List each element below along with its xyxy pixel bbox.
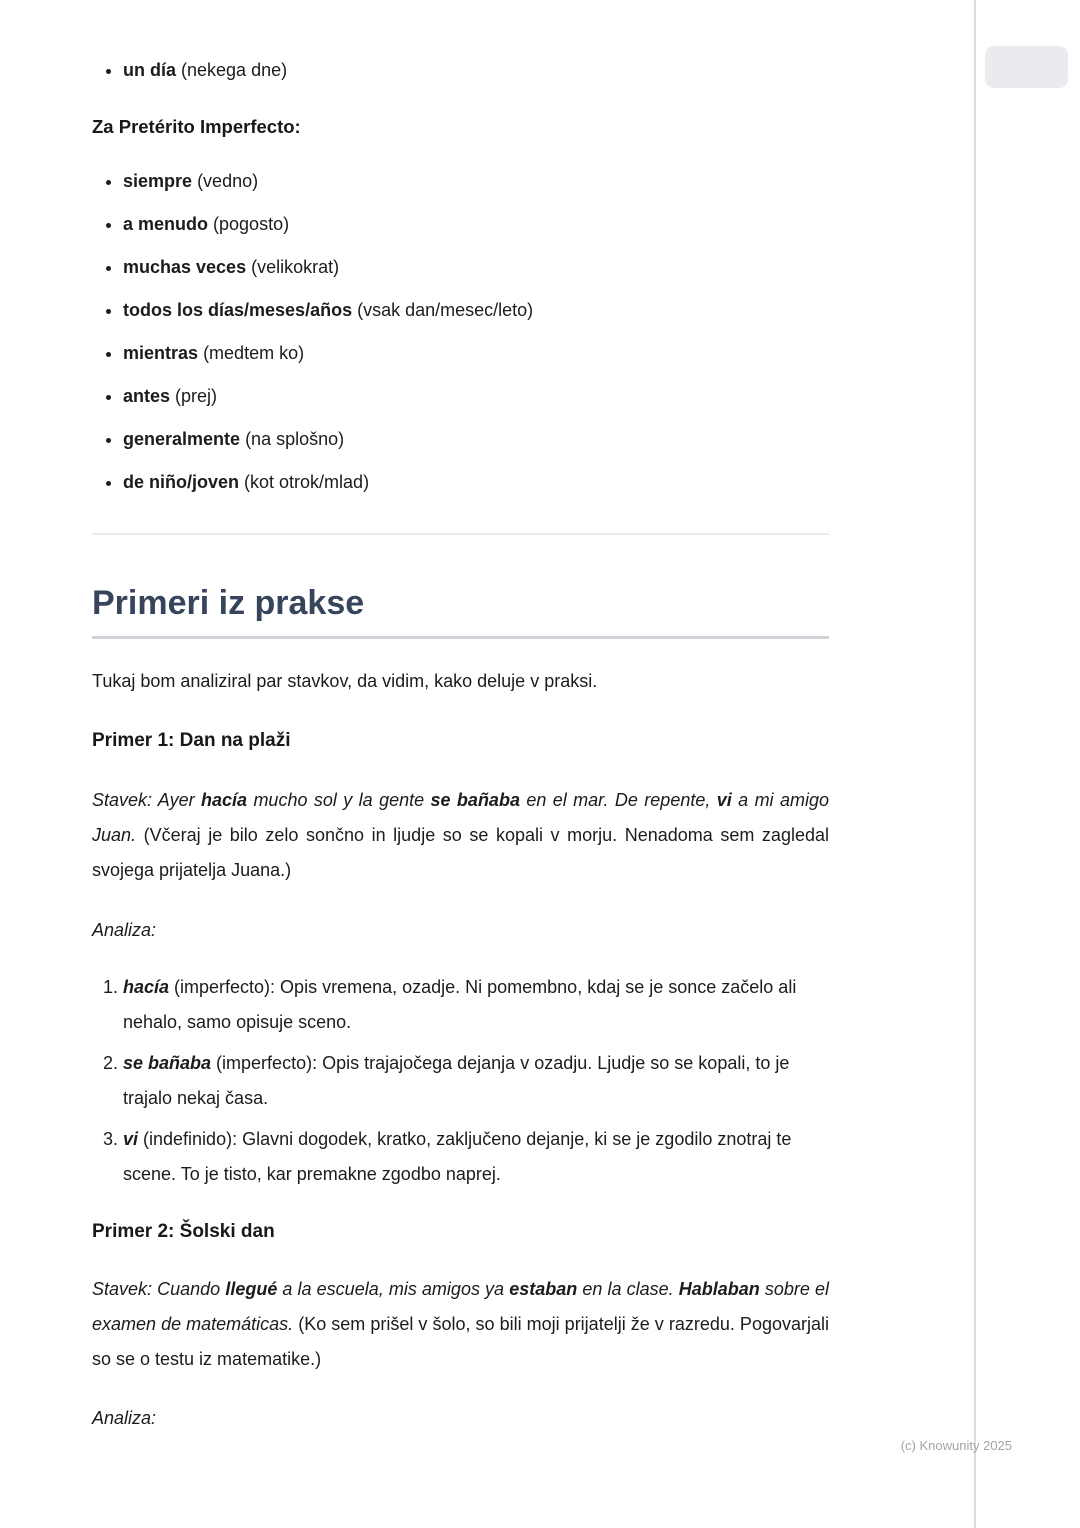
term-text: un día [123, 60, 176, 80]
section-intro: Tukaj bom analiziral par stavkov, da vidim, kako deluje v praksi. [92, 671, 598, 691]
example1-analysis-list [92, 970, 829, 1192]
term-text: todos los días/meses/años [123, 300, 353, 320]
example2-analysis-label: Analiza: [92, 1408, 157, 1428]
term-text: a menudo [123, 214, 209, 234]
document-content [92, 0, 829, 1436]
term-text: antes [123, 386, 171, 406]
example1-sentence: Stavek: Ayer hacía mucho sol y la gente se bañaba en el mar. De repente, vi a mi amigo Juan. (Včeraj je bilo zelo sončno in ljudje so se kopali v morju. Nenadoma sem zagledal svojega prijatelja Juana.) [92, 790, 829, 880]
list-item [123, 164, 829, 199]
term-translation: (pogosto) [213, 214, 290, 234]
page-title: Primeri iz prakse [92, 582, 829, 639]
analysis-item: 1. hacía (imperfecto): Opis vremena, ozadje. Ni pomembno, kdaj se je sonce začelo ali nehalo, samo opisuje sceno. [123, 970, 829, 1040]
imperfecto-term-list [92, 164, 829, 500]
term-text: siempre [123, 171, 193, 191]
example2-heading: Primer 2: Šolski dan [92, 1221, 275, 1242]
list-item [123, 336, 829, 371]
list-item [123, 293, 829, 328]
list-item [123, 422, 829, 457]
example2-sentence: Stavek: Cuando llegué a la escuela, mis amigos ya estaban en la clase. Hablaban sobre el examen de matemáticas. (Ko sem prišel v šolo, so bili moji prijatelji že v razredu. Pogovarjali so se o testu iz matematike.) [92, 1279, 830, 1369]
term-text: generalmente [123, 429, 241, 449]
section-divider [92, 533, 829, 535]
list-item [123, 379, 829, 414]
scrollbar-thumb[interactable] [985, 46, 1068, 88]
footer-credit: (c) Knowunity 2025 [900, 1438, 1012, 1453]
list-item [123, 465, 829, 500]
term-translation: (prej) [175, 386, 218, 406]
list-item [123, 53, 829, 88]
example1-heading: Primer 1: Dan na plaži [92, 730, 291, 751]
term-translation: (na splošno) [245, 429, 345, 449]
term-translation: (vsak dan/mesec/leto) [357, 300, 534, 320]
imperfecto-heading: Za Pretérito Imperfecto: [92, 116, 301, 137]
analysis-item: 3. vi (indefinido): Glavni dogodek, kratko, zaključeno dejanje, ki se je zgodilo znotraj te scene. To je tisto, kar premakne zgodbo naprej. [123, 1122, 829, 1192]
term-translation: (kot otrok/mlad) [244, 472, 370, 492]
term-text: mientras [123, 343, 199, 363]
example1-analysis-label: Analiza: [92, 920, 157, 940]
term-text: de niño/joven [123, 472, 240, 492]
term-translation: (velikokrat) [251, 257, 340, 277]
page-right-border [974, 0, 976, 1528]
term-translation: (medtem ko) [203, 343, 305, 363]
analysis-item: 2. se bañaba (imperfecto): Opis trajajočega dejanja v ozadju. Ljudje so se kopali, to je trajalo nekaj časa. [123, 1046, 829, 1116]
list-item [123, 250, 829, 285]
term-translation: (vedno) [197, 171, 259, 191]
term-translation: (nekega dne) [181, 60, 288, 80]
top-term-list [92, 53, 829, 88]
term-text: muchas veces [123, 257, 247, 277]
list-item [123, 207, 829, 242]
